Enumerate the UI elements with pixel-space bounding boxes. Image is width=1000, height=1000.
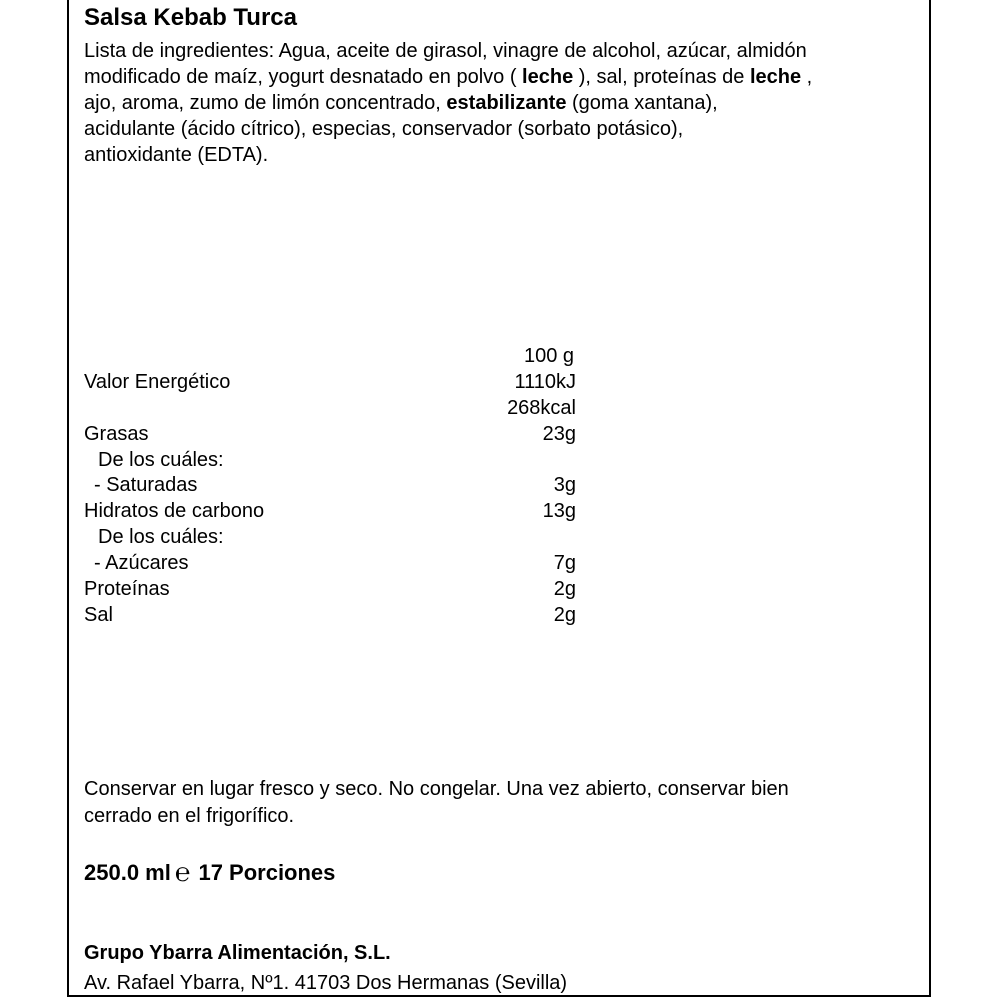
- nutrition-label: Proteínas: [84, 578, 170, 601]
- estimated-sign-icon: ℮: [174, 857, 191, 887]
- nutrition-row: [84, 448, 684, 474]
- allergen-milk: leche: [749, 66, 802, 88]
- ingredients-line: acidulante (ácido cítrico), especias, conservador (sorbato potásico),: [84, 118, 684, 140]
- ingredients-line: Lista de ingredientes: Agua, aceite de girasol, vinagre de alcohol, azúcar, almidón: [84, 40, 807, 62]
- ingredients-line: antioxidante (EDTA).: [84, 144, 269, 166]
- company-address: Av. Rafael Ybarra, Nº1. 41703 Dos Hermanas (Sevilla): [84, 972, 568, 994]
- ingredients-text: (goma xantana),: [566, 92, 718, 114]
- ingredients-text: ,: [801, 66, 813, 88]
- storage-line: cerrado en el frigorífico.: [84, 805, 295, 827]
- nutrition-label: - Azúcares: [94, 552, 189, 575]
- nutrition-row: [84, 473, 684, 499]
- company-name: Grupo Ybarra Alimentación, S.L.: [84, 942, 391, 964]
- ingredients-line: [84, 64, 914, 90]
- nutrition-value: 7g: [553, 552, 576, 575]
- nutrition-row: [84, 603, 684, 629]
- ingredients-text: ), sal, proteínas de: [573, 66, 750, 88]
- nutrition-label: Valor Energético: [84, 370, 231, 393]
- storage-line: Conservar en lugar fresco y seco. No congelar. Una vez abierto, conservar bien: [84, 778, 789, 800]
- nutrition-label: Sal: [84, 603, 113, 626]
- product-title: Salsa Kebab Turca: [84, 4, 297, 31]
- ingredients-line: [84, 90, 914, 116]
- nutrition-header: 100 g: [524, 345, 575, 367]
- nutrition-row: [84, 396, 684, 422]
- portions-count: 17 Porciones: [198, 860, 336, 885]
- nutrition-label: De los cuáles:: [98, 448, 224, 471]
- storage-instructions: [84, 776, 914, 830]
- nutrition-label: Hidratos de carbono: [84, 500, 265, 523]
- nutrition-table: [84, 344, 684, 629]
- nutrition-value: 268kcal: [507, 396, 576, 419]
- nutrition-label: De los cuáles:: [98, 526, 224, 549]
- nutrition-row: [84, 525, 684, 551]
- nutrition-value: 23g: [542, 422, 576, 445]
- nutrition-value: 1110kJ: [514, 370, 576, 393]
- ingredients-text: ajo, aroma, zumo de limón concentrado,: [84, 92, 447, 114]
- nutrition-label: - Saturadas: [94, 474, 198, 497]
- ingredients-list: [84, 38, 914, 168]
- nutrition-row: [84, 370, 684, 396]
- nutrition-header-row: [84, 344, 684, 370]
- nutrition-value: 2g: [553, 578, 576, 601]
- nutrition-value: 13g: [542, 500, 576, 523]
- stabilizer-label: estabilizante: [446, 92, 567, 114]
- nutrition-value: 2g: [553, 603, 576, 626]
- nutrition-label: Grasas: [84, 422, 149, 445]
- nutrition-row: [84, 499, 684, 525]
- allergen-milk: leche: [522, 66, 574, 88]
- nutrition-value: 3g: [553, 474, 576, 497]
- nutrition-row: [84, 551, 684, 577]
- nutrition-row: [84, 577, 684, 603]
- nutrition-row: [84, 422, 684, 448]
- volume-amount: 250.0 ml: [84, 860, 171, 885]
- ingredients-text: modificado de maíz, yogurt desnatado en polvo (: [84, 66, 523, 88]
- net-volume: [84, 858, 335, 887]
